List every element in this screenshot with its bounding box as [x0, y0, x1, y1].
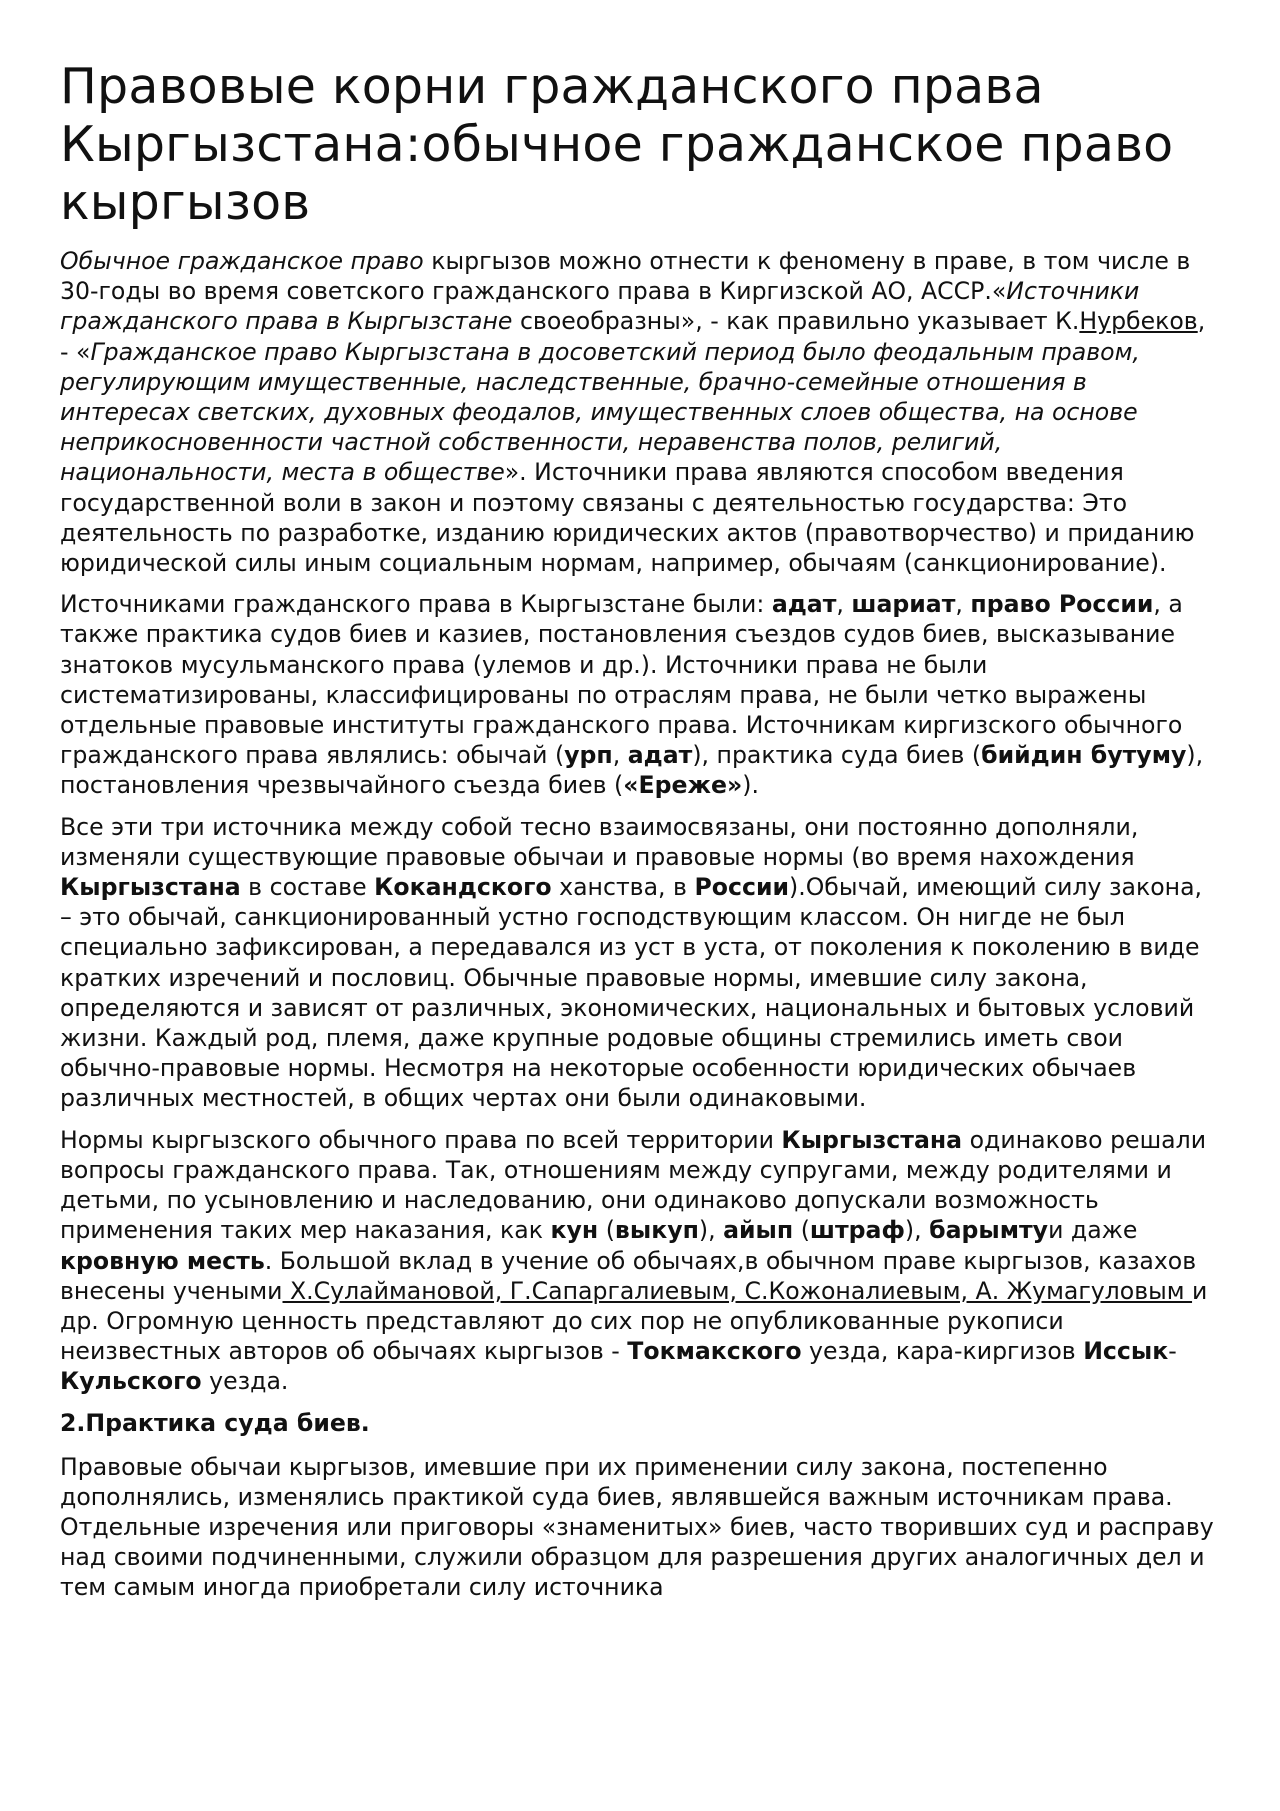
- bold-term: право России: [970, 590, 1154, 619]
- text: ), практика суда биев (: [692, 741, 982, 770]
- text: ,: [836, 590, 852, 619]
- bold-term: шариат: [851, 590, 956, 619]
- bold-term: штраф: [809, 1216, 905, 1245]
- bold-term: выкуп: [614, 1216, 699, 1245]
- paragraph-1: [60, 246, 1220, 578]
- page-title: Правовые корни гражданского права Кыргызстана:обычное гражданское право кыргызов: [60, 58, 1174, 231]
- text: ),: [698, 1216, 724, 1245]
- italic-text: Источники гражданского права в Кыргызстане: [60, 277, 1140, 336]
- bold-term: Кыргызстана: [60, 873, 241, 902]
- author-link[interactable]: Нурбеков: [1079, 307, 1198, 336]
- text: (: [598, 1216, 615, 1245]
- text: ,: [612, 741, 628, 770]
- italic-text: Обычное гражданское право: [60, 247, 424, 275]
- text: , а также практика судов биев и казиев, постановления съездов судов биев, высказывание знатоков мусульманского права (улемов и др.). Источники права не были систематизированы, классифицированы по отраслям права, не были четко выражены отдельные правовые институты гражданского права. Источникам киргизского обычного гражданского права являлись: обычай (: [60, 590, 1183, 770]
- paragraph-5: Правовые обычаи кыргызов, имевшие при их применении силу закона, постепенно дополнялись, изменялись практикой суда биев, являвшейся важным источникам права. Отдельные изречения или приговоры «знаменитых» биев, часто творивших суд и расправу над своими подчиненными, служили образцом для разрешения других аналогичных дел и тем самым иногда приобретали силу источника: [60, 1452, 1214, 1602]
- paragraph-2: [60, 589, 1220, 800]
- text: и др. Огромную ценность представляют до сих пор не опубликованные рукописи неизвестных авторов об обычаях кыргызов -: [60, 1276, 1208, 1366]
- text: ), постановления чрезвычайного съезда биев (: [60, 741, 1204, 800]
- text: , - «: [60, 307, 1206, 366]
- text: ),: [904, 1216, 930, 1245]
- text: кыргызов можно отнести к феномену в праве, в том числе в 30-годы во время советского гражданского права в Киргизской АО, АССР.«: [60, 247, 1191, 306]
- bold-term: Кокандского: [374, 873, 552, 902]
- bold-term: адат: [771, 590, 837, 619]
- section-heading: 2.Практика суда биев.: [60, 1408, 370, 1437]
- bold-term: кровную месть: [60, 1246, 265, 1275]
- text: (: [793, 1216, 810, 1245]
- text: и даже: [1048, 1216, 1138, 1245]
- text: ,: [955, 590, 971, 619]
- bold-term: урп: [564, 741, 613, 770]
- text: Все эти три источника между собой тесно взаимосвязаны, они постоянно дополняли, изменяли существующие правовые обычаи и правовые нормы (во время нахождения: [60, 812, 1139, 871]
- text: ханства, в: [551, 873, 695, 902]
- paragraph-4: [60, 1125, 1220, 1397]
- text: Нормы кыргызского обычного права по всей территории: [60, 1125, 782, 1154]
- bold-term: адат: [627, 741, 693, 770]
- text: одинаково решали вопросы гражданского права. Так, отношениям между супругами, между родителями и детьми, по усыновлению и наследованию, они одинаково допускали возможность применения таких мер наказания, как: [60, 1125, 1207, 1245]
- text: -: [1168, 1337, 1177, 1366]
- bold-term: барымту: [929, 1216, 1049, 1245]
- text: в составе: [240, 873, 375, 902]
- text: уезда.: [201, 1367, 289, 1396]
- bold-term: Кыргызстана: [781, 1125, 963, 1154]
- bold-term: России: [694, 873, 790, 902]
- bold-term: айып: [723, 1216, 794, 1245]
- text: ).: [742, 771, 759, 800]
- text: ». Источники права являются способом введения государственной воли в закон и поэтому связаны с деятельностью государства: Это деятельность по разработке, изданию юридических актов (правотворчество) и приданию юридической силы иным социальным нормам, например, обычаям (санкционирование).: [60, 458, 1195, 578]
- bold-term: Кульского: [60, 1367, 202, 1396]
- bold-term: Иссык: [1083, 1337, 1169, 1366]
- authors-link[interactable]: Х.Сулаймановой, Г.Сапаргалиевым, С.Кожоналиевым, А. Жумагуловым: [282, 1276, 1193, 1305]
- bold-term: «Ереже»: [623, 771, 743, 800]
- bold-term: кун: [550, 1216, 599, 1245]
- bold-term: бийдин бутуму: [981, 741, 1187, 770]
- text: ).Обычай, имеющий силу закона, – это обычай, санкционированный устно господствующим классом. Он нигде не был специально зафиксирован, а передавался из уст в уста, от поколения к поколению в виде кратких изречений и пословиц. Обычные правовые нормы, имевшие силу закона, определяются и зависят от различных, экономических, национальных и бытовых условий жизни. Каждый род, племя, даже крупные родовые общины стремились иметь свои обычно-правовые нормы. Несмотря на некоторые особенности юридических обычаев различных местностей, в общих чертах они были одинаковыми.: [60, 873, 1203, 1113]
- text: . Большой вклад в учение об обычаях,в обычном праве кыргызов, казахов внесены учеными: [60, 1246, 1197, 1305]
- paragraph-3: [60, 812, 1220, 1114]
- bold-term: Токмакского: [627, 1337, 802, 1366]
- text: своеобразны», - как правильно указывает К.: [512, 307, 1080, 336]
- text: Источниками гражданского права в Кыргызстане были:: [60, 590, 772, 619]
- quote-text: Гражданское право Кыргызстана в досоветский период было феодальным правом, регулирующим имущественные, наследственные, брачно-семейные отношения в интересах светских, духовных феодалов, имущественных слоев общества, на основе неприкосновенности частной собственности, неравенства полов, религий, национальности, места в обществе: [60, 337, 1140, 487]
- text: уезда, кара-киргизов: [801, 1337, 1084, 1366]
